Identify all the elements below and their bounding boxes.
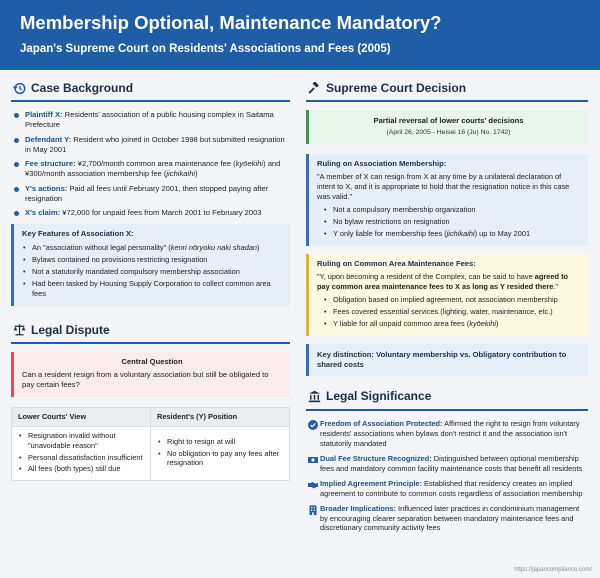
membership-ruling-title: Ruling on Association Membership: — [317, 158, 447, 168]
table-row — [12, 426, 290, 481]
check-circle-icon — [306, 419, 320, 449]
list-item: • Had been tasked by Housing Supply Corporation to collect common area fees — [22, 279, 282, 299]
verdict-box — [306, 110, 588, 143]
list-item: Y's actions: Paid all fees until February 2001, then stopped paying after resignation — [13, 184, 290, 205]
key-features-title: Key Features of Association X: — [22, 229, 134, 239]
list-item: • Y liable for all unpaid common area fees (kyōekihi) — [323, 319, 580, 329]
list-item: X's claim: ¥72,000 for unpaid fees from March 2001 to February 2003 — [13, 208, 290, 218]
list-item: • Y only liable for membership fees (jichikaihi) up to May 2001 — [323, 229, 580, 239]
membership-ruling-box — [306, 154, 588, 246]
page-subtitle: Japan's Supreme Court on Residents' Associations and Fees (2005) — [20, 43, 391, 56]
list-item: • Not a statutorily mandated compulsory membership association — [22, 267, 282, 277]
significance-item: Dual Fee Structure Recognized: Distinguished between optional membership fees and mandatory common facility maintenance costs that benefit all residents — [306, 454, 588, 474]
list-item: • Obligation based on implied agreement, not association membership — [323, 295, 580, 305]
common-fees-ruling-title: Ruling on Common Area Maintenance Fees: — [317, 258, 476, 268]
list-item: • Right to resign at will — [157, 437, 283, 447]
background-list — [13, 110, 290, 218]
supreme-court-decision-heading: Supreme Court Decision — [306, 80, 588, 102]
scale-icon — [11, 323, 27, 337]
key-distinction-box — [306, 344, 588, 377]
history-icon — [11, 81, 27, 95]
common-fees-ruling-quote: "Y, upon becoming a resident of the Complex, can be said to have agreed to pay common area maintenance fees to X as long as Y resided there." — [317, 272, 569, 291]
list-item: • Fees covered essential services (lighting, water, maintenance, etc.) — [323, 307, 580, 317]
membership-ruling-quote: "A member of X can resign from X at any time by a unilateral declaration of intent to X, and it is appropriate to hold that the resignation notice in this case was valid." — [317, 171, 570, 201]
landmark-icon — [306, 390, 322, 404]
list-item: • Not a compulsory membership organization — [323, 205, 580, 215]
list-item: • Resignation invalid without "unavoidable reason" — [18, 431, 144, 451]
list-item: • All fees (both types) still due — [18, 464, 144, 474]
common-fees-ruling-box — [306, 254, 588, 336]
significance-item: Freedom of Association Protected: Affirmed the right to resign from voluntary residents' associations when bylaws don't restrict it and the association isn't statutorily mandated — [306, 419, 588, 449]
key-distinction-text: Key distinction: Voluntary membership vs. Obligatory contribution to shared costs — [317, 349, 567, 370]
right-column — [298, 70, 600, 578]
list-item: • No bylaw restrictions on resignation — [323, 217, 580, 227]
list-item: • An "association without legal personality" (kenri nōryoku naki shadan) — [22, 243, 282, 253]
gavel-icon — [306, 81, 322, 95]
table-header: Lower Courts' View — [12, 407, 151, 426]
list-item: • Bylaws contained no provisions restricting resignation — [22, 255, 282, 265]
significance-item: Implied Agreement Principle: Established that residency creates an implied agreement to contribute to common costs regardless of association membership — [306, 479, 588, 499]
central-question-text: Can a resident resign from a voluntary association but still be obligated to pay certain fees? — [22, 370, 269, 390]
legal-significance-heading: Legal Significance — [306, 388, 588, 410]
key-features-box — [11, 224, 290, 305]
money-icon — [306, 454, 320, 474]
list-item: • No obligation to pay any fees after resignation — [157, 449, 283, 469]
list-item: Defendant Y: Resident who joined in October 1998 but submitted resignation in May 2001 — [13, 135, 290, 156]
verdict-title: Partial reversal of lower courts' decisions — [373, 116, 524, 126]
list-item: Fee structure: ¥2,700/month common area maintenance fee (kyōekihi) and ¥300/month association membership fee (jichikaihi) — [13, 159, 290, 180]
left-column — [0, 70, 298, 578]
positions-table — [11, 407, 290, 482]
page-title: Membership Optional, Maintenance Mandatory? — [20, 12, 442, 33]
central-question-title: Central Question — [121, 356, 183, 366]
legal-dispute-heading: Legal Dispute — [11, 322, 290, 344]
list-item: Plaintiff X: Residents' association of a public housing complex in Saitama Prefecture — [13, 110, 290, 131]
verdict-date: (April 26, 2005 - Heisei 16 (Ju) No. 1742) — [386, 129, 511, 137]
page-header — [0, 0, 600, 70]
significance-item: Broader Implications: Influenced later practices in condominium management by encouraging clearer separation between mandatory maintenance fees and discretionary community activity fees — [306, 504, 588, 534]
building-icon — [306, 504, 320, 534]
table-header: Resident's (Y) Position — [151, 407, 290, 426]
case-background-heading: Case Background — [11, 80, 290, 102]
footer-url: https://japancompliance.com/ — [514, 566, 592, 573]
handshake-icon — [306, 479, 320, 499]
list-item: • Personal dissatisfaction insufficient — [18, 453, 144, 463]
central-question-box — [11, 352, 290, 397]
